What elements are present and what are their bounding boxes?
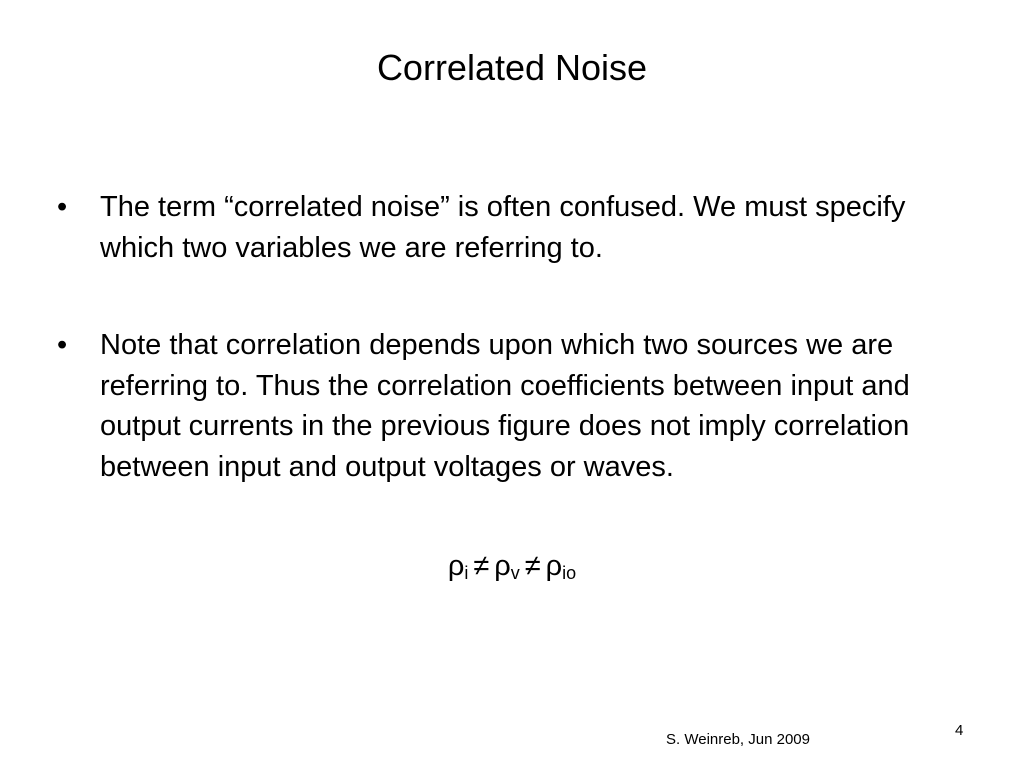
- bullet-text: Note that correlation depends upon which two sources we are referring to. Thus the correlation coefficients between input and output currents in the previous figure does not imply correlation between input and output voltages or waves.: [100, 329, 910, 483]
- page-number: 4: [955, 722, 964, 739]
- slide-title: Correlated Noise: [376, 47, 648, 88]
- bullet-marker: •: [57, 191, 68, 223]
- bullet-marker: •: [57, 329, 68, 361]
- rho-symbol: ρ: [447, 550, 465, 582]
- rho-symbol: ρ: [545, 550, 563, 582]
- not-equal-symbol: ≠: [524, 550, 541, 582]
- subscript-io: io: [562, 563, 577, 583]
- bullet-text: The term “correlated noise” is often confused. We must specify which two variables we are referring to.: [100, 191, 906, 264]
- not-equal-symbol: ≠: [473, 550, 490, 582]
- footer-author: S. Weinreb, Jun 2009: [666, 731, 810, 748]
- subscript-v: v: [510, 563, 520, 583]
- subscript-i: i: [464, 563, 469, 583]
- correlation-equation: [0, 546, 1024, 586]
- rho-symbol: ρ: [494, 550, 511, 582]
